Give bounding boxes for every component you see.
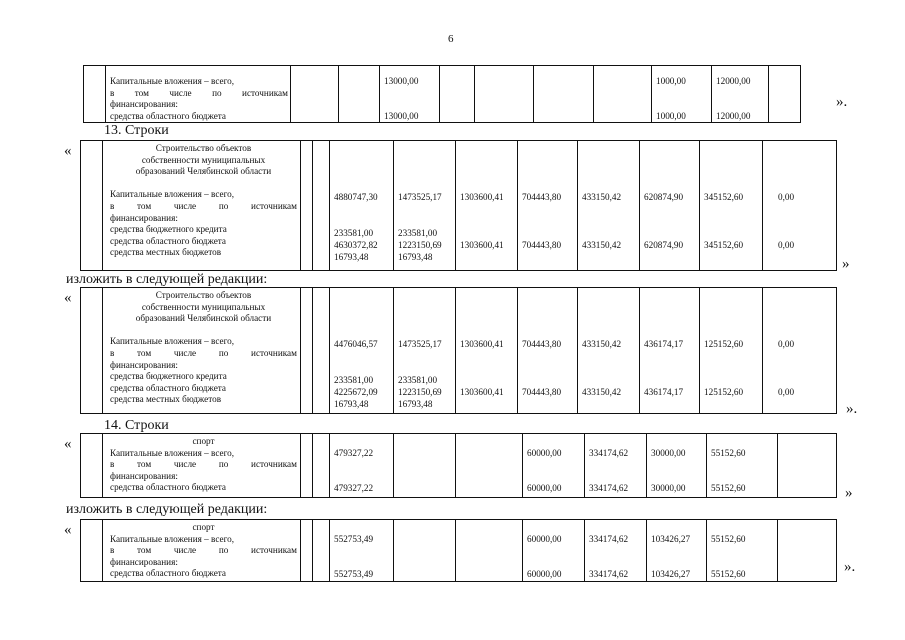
value-cell: 55152,60: [711, 448, 746, 458]
closing-quote: ».: [836, 94, 848, 110]
closing-quote: ».: [844, 559, 856, 575]
table-4: [80, 433, 837, 498]
opening-quote: «: [64, 143, 72, 159]
table-cell: [456, 520, 523, 581]
table-cell: [594, 66, 652, 122]
table-cell: [475, 66, 534, 122]
desc-total: Капитальные вложения – всего,: [110, 533, 235, 544]
value-cell: 4225672,09: [334, 387, 378, 397]
value-cell: 1303600,41: [460, 192, 504, 202]
value-cell: 55152,60: [711, 534, 746, 544]
value-cell: 704443,80: [522, 192, 562, 202]
table-cell: [291, 66, 339, 122]
value-cell: 334174,62: [589, 534, 629, 544]
value-cell: 60000,00: [527, 569, 562, 579]
table-cell: [313, 434, 330, 497]
desc-financing: финансирования:: [110, 359, 178, 370]
project-title: спорт: [192, 436, 215, 446]
value-cell: 60000,00: [527, 534, 562, 544]
value-cell: 0,00: [778, 240, 795, 250]
desc-total: Капитальные вложения – всего,: [110, 189, 235, 200]
value-cell: 1303600,41: [460, 339, 504, 349]
value-cell: 16793,48: [398, 399, 433, 409]
project-title: спорт: [192, 522, 215, 532]
desc-regional: средства областного бюджета: [110, 568, 226, 579]
value-cell: 1000,00: [656, 76, 686, 86]
value-cell: 4630372,82: [334, 240, 378, 250]
value-cell: 552753,49: [334, 534, 374, 544]
table-cell: [84, 66, 106, 122]
value-cell: 1000,00: [656, 111, 686, 121]
value-cell: 1223150,69: [398, 240, 442, 250]
value-cell: 1303600,41: [460, 240, 504, 250]
table-cell: [81, 288, 103, 413]
table-cell: [534, 66, 594, 122]
table-cell: [763, 141, 836, 270]
value-cell: 233581,00: [334, 375, 374, 385]
row-description: [110, 76, 288, 122]
replace-heading: изложить в следующей редакции:: [66, 272, 268, 287]
value-cell: 704443,80: [522, 240, 562, 250]
value-cell: 12000,00: [716, 111, 751, 121]
section-heading-13: 13. Строки: [104, 123, 169, 138]
opening-quote: «: [64, 290, 72, 306]
desc-incl: в том числе по источникам: [110, 347, 297, 358]
table-cell: [769, 66, 800, 122]
value-cell: 620874,90: [644, 240, 684, 250]
value-cell: 60000,00: [527, 483, 562, 493]
value-cell: 704443,80: [522, 339, 562, 349]
table-cell: [301, 288, 313, 413]
desc-financing: финансирования:: [110, 212, 178, 223]
value-cell: 0,00: [778, 339, 795, 349]
desc-credit: средства бюджетного кредита: [110, 371, 227, 382]
value-cell: 704443,80: [522, 387, 562, 397]
desc-incl: в том числе по источникам: [110, 459, 297, 470]
value-cell: 433150,42: [582, 387, 622, 397]
value-cell: 12000,00: [716, 76, 751, 86]
desc-regional: средства областного бюджета: [110, 235, 226, 246]
value-cell: 16793,48: [398, 252, 433, 262]
desc-total: Капитальные вложения – всего,: [110, 76, 235, 86]
table-cell: [81, 434, 103, 497]
value-cell: 552753,49: [334, 569, 374, 579]
value-cell: 233581,00: [398, 375, 438, 385]
value-cell: 0,00: [778, 387, 795, 397]
table-cell: [778, 520, 836, 581]
value-cell: 30000,00: [651, 483, 686, 493]
value-cell: 233581,00: [334, 228, 374, 238]
replace-heading: изложить в следующей редакции:: [66, 502, 268, 517]
value-cell: 16793,48: [334, 252, 369, 262]
desc-regional: средства областного бюджета: [110, 482, 226, 493]
value-cell: 30000,00: [651, 448, 686, 458]
table-cell: [456, 434, 523, 497]
table-cell: [301, 141, 313, 270]
table-cell: [763, 288, 836, 413]
value-cell: 433150,42: [582, 339, 622, 349]
table-cell: [301, 434, 313, 497]
desc-total: Капитальные вложения – всего,: [110, 447, 235, 458]
closing-quote: ».: [846, 401, 858, 417]
section-heading-14: 14. Строки: [104, 418, 169, 433]
table-cell: [778, 434, 836, 497]
row-description: [110, 143, 297, 259]
value-cell: 620874,90: [644, 192, 684, 202]
value-cell: 1223150,69: [398, 387, 442, 397]
value-cell: 345152,60: [704, 192, 744, 202]
value-cell: 334174,62: [589, 448, 629, 458]
closing-quote: »: [845, 485, 853, 501]
value-cell: 55152,60: [711, 483, 746, 493]
table-3: [80, 287, 837, 414]
value-cell: 4476046,57: [334, 339, 378, 349]
value-cell: 103426,27: [651, 534, 691, 544]
value-cell: 436174,17: [644, 387, 684, 397]
desc-credit: средства бюджетного кредита: [110, 224, 227, 235]
value-cell: 13000,00: [384, 76, 419, 86]
table-cell: [313, 141, 330, 270]
desc-total: Капитальные вложения – всего,: [110, 336, 235, 347]
closing-quote: »: [842, 256, 850, 272]
table-cell: [313, 520, 330, 581]
table-cell: [81, 520, 103, 581]
desc-incl: в том числе по источникам: [110, 545, 297, 556]
value-cell: 13000,00: [384, 111, 419, 121]
opening-quote: «: [64, 522, 72, 538]
table-2: [80, 140, 837, 271]
table-cell: [339, 66, 380, 122]
value-cell: 0,00: [778, 192, 795, 202]
value-cell: 334174,62: [589, 569, 629, 579]
value-cell: 1303600,41: [460, 387, 504, 397]
value-cell: 1473525,17: [398, 339, 442, 349]
row-description: [110, 290, 297, 406]
table-cell: [394, 520, 456, 581]
value-cell: 125152,60: [704, 387, 744, 397]
value-cell: 479327,22: [334, 448, 374, 458]
desc-regional: средства областного бюджета: [110, 382, 226, 393]
value-cell: 433150,42: [582, 192, 622, 202]
value-cell: 436174,17: [644, 339, 684, 349]
page-number: 6: [448, 33, 454, 45]
row-description: [110, 436, 297, 494]
table-1: [83, 65, 801, 123]
table-cell: [301, 520, 313, 581]
table-cell: [81, 141, 103, 270]
table-cell: [440, 66, 475, 122]
desc-financing: финансирования:: [110, 556, 178, 567]
value-cell: 16793,48: [334, 399, 369, 409]
project-title: Строительство объектов собственности муниципальных образований Челябинской области: [135, 143, 272, 177]
value-cell: 60000,00: [527, 448, 562, 458]
desc-financing: финансирования:: [110, 470, 178, 481]
row-description: [110, 522, 297, 580]
value-cell: 334174,62: [589, 483, 629, 493]
desc-regional: средства областного бюджета: [110, 110, 226, 121]
desc-local: средства местных бюджетов: [110, 394, 222, 405]
table-cell: [394, 434, 456, 497]
desc-local: средства местных бюджетов: [110, 247, 222, 258]
value-cell: 125152,60: [704, 339, 744, 349]
value-cell: 1473525,17: [398, 192, 442, 202]
value-cell: 345152,60: [704, 240, 744, 250]
value-cell: 55152,60: [711, 569, 746, 579]
value-cell: 433150,42: [582, 240, 622, 250]
value-cell: 233581,00: [398, 228, 438, 238]
desc-incl: в том числе по источникам: [110, 200, 297, 211]
desc-incl: в том числе по источникам: [110, 87, 288, 98]
value-cell: 479327,22: [334, 483, 374, 493]
value-cell: 103426,27: [651, 569, 691, 579]
project-title: Строительство объектов собственности муниципальных образований Челябинской области: [135, 290, 272, 324]
value-cell: 4880747,30: [334, 192, 378, 202]
table-cell: [313, 288, 330, 413]
opening-quote: «: [64, 436, 72, 452]
table-5: [80, 519, 837, 582]
desc-financing: финансирования:: [110, 99, 178, 110]
